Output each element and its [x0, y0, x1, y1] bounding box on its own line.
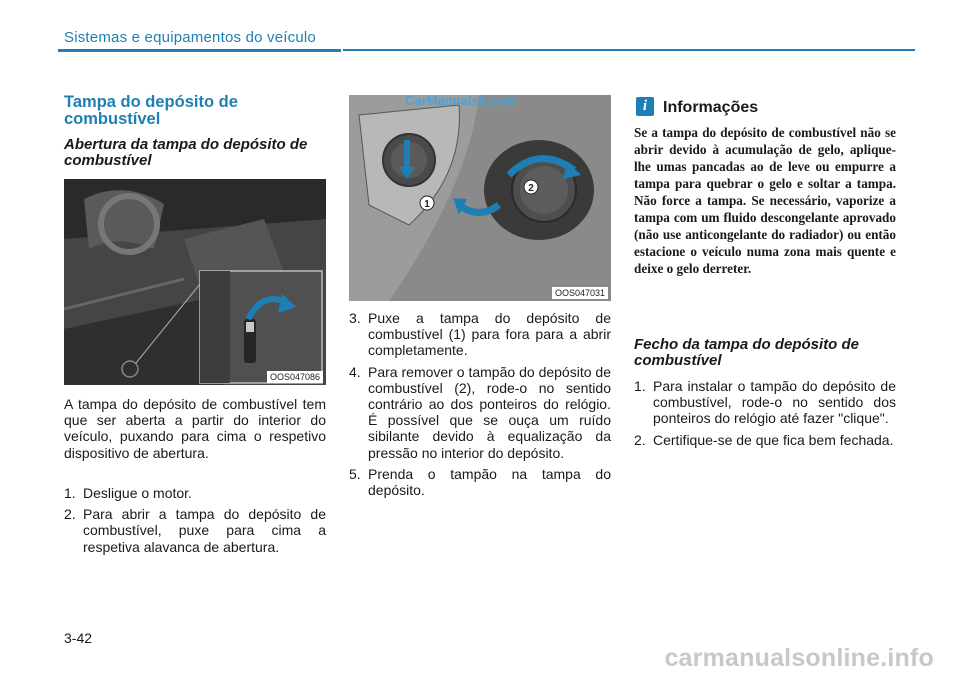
- list-item: [349, 310, 611, 359]
- list-item: [634, 432, 896, 448]
- open-steps-list-continued: [349, 310, 611, 503]
- info-icon: i: [636, 97, 654, 116]
- step-number: 4.: [349, 363, 361, 380]
- step-text: Para abrir a tampa do depósito de combustível, puxe para cima a respetiva alavanca de abertura.: [83, 506, 326, 555]
- step-number: 3.: [349, 310, 361, 326]
- section-header: Sistemas e equipamentos do veículo: [64, 29, 316, 46]
- step-text: Para remover o tampão do depósito de combustível (2), rode-o no sentido contrário ao dos ponteiros do relógio. É possível que se ouça um ruído sibilante devido à equalização da pressão no interior do depósito.: [368, 363, 611, 461]
- fuel-cap-illustration: [349, 95, 611, 301]
- footer-watermark: carmanualsonline.info: [664, 644, 934, 672]
- watermark-logo: CarManuals2.com: [405, 93, 517, 108]
- list-item: [64, 506, 326, 555]
- interior-lever-illustration: [64, 179, 326, 385]
- open-steps-list: [64, 485, 326, 560]
- header-rule: [343, 49, 915, 51]
- step-text: Desligue o motor.: [83, 485, 192, 501]
- header-rule-accent: [58, 49, 341, 52]
- step-text: Prenda o tampão na tampa do depósito.: [368, 465, 611, 499]
- list-item: [634, 378, 896, 427]
- step-number: 5.: [349, 465, 361, 482]
- subsection-title-closing: Fecho da tampa do depósito de combustível: [634, 336, 860, 369]
- callout-2: 2: [528, 183, 534, 194]
- list-item: [64, 485, 326, 501]
- info-title: Informações: [663, 99, 759, 116]
- step-number: 2.: [64, 506, 76, 523]
- callout-1: 1: [424, 199, 430, 210]
- list-item: [349, 466, 611, 498]
- figure-fuel-cap: [349, 95, 611, 301]
- page-title: Tampa do depósito de combustível: [64, 93, 238, 128]
- step-number: 1.: [634, 378, 646, 394]
- info-text: Se a tampa do depósito de combustível não se abrir devido à acumulação de gelo, aplique-lhe umas pancadas ao de leve ou empurre a tampa para quebrar o gelo e soltar a tampa. Não force a tampa. Se necessário, vaporize a tampa com um fluido descongelante aprovado (não use anticongelante do radiador) ou então estacione o veículo numa zona mais quente e deixe o gelo derreter.: [634, 125, 896, 276]
- step-number: 2.: [634, 431, 646, 448]
- intro-paragraph: A tampa do depósito de combustível tem que ser aberta a partir do interior do veículo, puxando para cima o respetivo dispositivo de abertura.: [64, 396, 326, 461]
- subsection-title-opening: Abertura da tampa do depósito de combustível: [64, 136, 308, 169]
- step-number: 1.: [64, 485, 76, 501]
- figure-interior-lever: [64, 179, 326, 385]
- close-steps-list: [634, 378, 896, 453]
- page-number: 3-42: [64, 630, 93, 646]
- figure-code: OOS047086: [267, 371, 323, 383]
- info-header: [634, 97, 896, 119]
- list-item: [349, 364, 611, 461]
- step-text: Puxe a tampa do depósito de combustível (1) para fora para a abrir completamente.: [368, 310, 611, 359]
- step-text: Para instalar o tampão do depósito de combustível, rode-o no sentido dos ponteiros do relógio até fazer "clique".: [653, 378, 896, 427]
- step-text: Certifique-se de que fica bem fechada.: [653, 431, 894, 448]
- figure-code: OOS047031: [552, 287, 608, 299]
